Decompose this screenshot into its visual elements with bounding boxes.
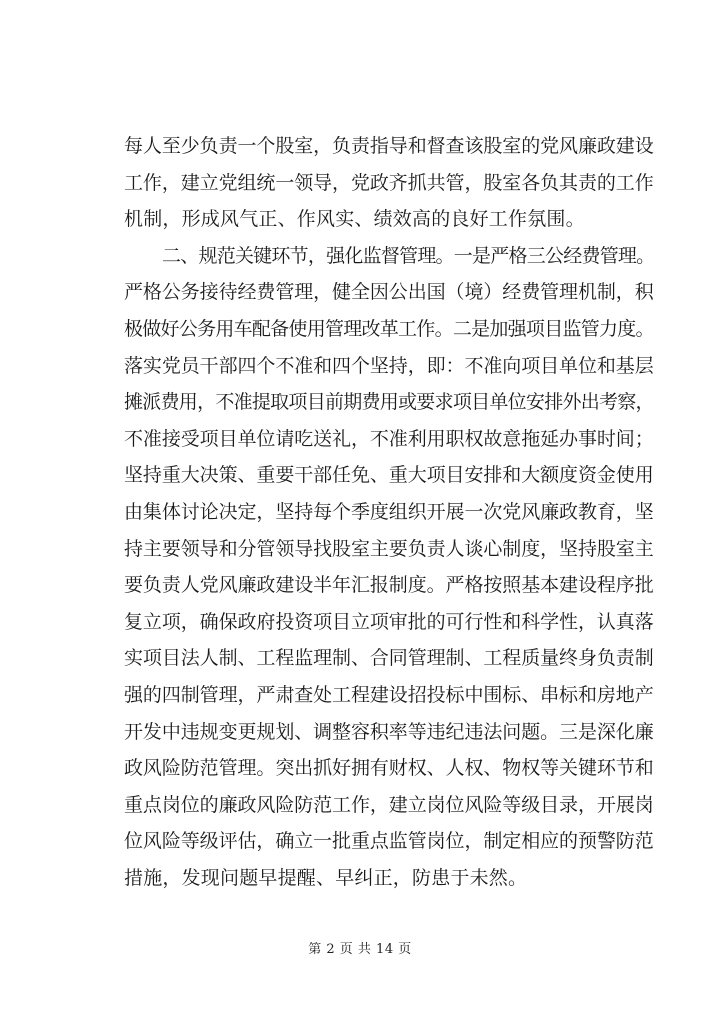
text-line: 强的四制管理，严肃查处工程建设招投标中围标、串标和房地产 [124, 683, 654, 706]
text-line: 二、规范关键环节，强化监督管理。一是严格三公经费管理。 [162, 244, 655, 267]
text-line: 极做好公务用车配备使用管理改革工作。二是加强项目监管力度。 [124, 317, 654, 340]
text-line: 落实党员干部四个不准和四个坚持，即：不准向项目单位和基层 [124, 354, 654, 377]
text-line: 措施，发现问题早提醒、早纠正，防患于未然。 [124, 866, 528, 889]
text-line: 每人至少负责一个股室，负责指导和督查该股室的党风廉政建设 [124, 135, 654, 157]
text-line: 政风险防范管理。突出抓好拥有财权、人权、物权等关键环节和 [124, 757, 654, 780]
text-line: 开发中违规变更规划、调整容积率等违纪违法问题。三是深化廉 [124, 720, 654, 743]
text-line: 重点岗位的廉政风险防范工作，建立岗位风险等级目录，开展岗 [124, 793, 654, 816]
text-line: 严格公务接待经费管理，健全因公出国（境）经费管理机制，积 [124, 281, 654, 304]
page-footer: 第 2 页 共 14 页 [308, 942, 412, 957]
text-line: 工作，建立党组统一领导，党政齐抓共管，股室各负其责的工作 [124, 171, 654, 194]
text-line: 持主要领导和分管领导找股室主要负责人谈心制度，坚持股室主 [124, 537, 654, 560]
body-text [124, 128, 654, 896]
text-line: 复立项，确保政府投资项目立项审批的可行性和科学性，认真落 [124, 610, 654, 633]
text-line: 实项目法人制、工程监理制、合同管理制、工程质量终身负责制 [124, 647, 654, 670]
text-line: 不准接受项目单位请吃送礼，不准利用职权故意拖延办事时间； [124, 427, 654, 450]
text-line: 要负责人党风廉政建设半年汇报制度。严格按照基本建设程序批 [124, 574, 654, 597]
text-line: 摊派费用，不准提取项目前期费用或要求项目单位安排外出考察， [124, 391, 654, 414]
text-line: 坚持重大决策、重要干部任免、重大项目安排和大额度资金使用 [124, 464, 654, 487]
text-line: 位风险等级评估，确立一批重点监管岗位，制定相应的预警防范 [124, 830, 654, 853]
text-line: 由集体讨论决定，坚持每个季度组织开展一次党风廉政教育，坚 [124, 500, 654, 523]
text-line: 机制，形成风气正、作风实、绩效高的良好工作氛围。 [124, 208, 585, 231]
